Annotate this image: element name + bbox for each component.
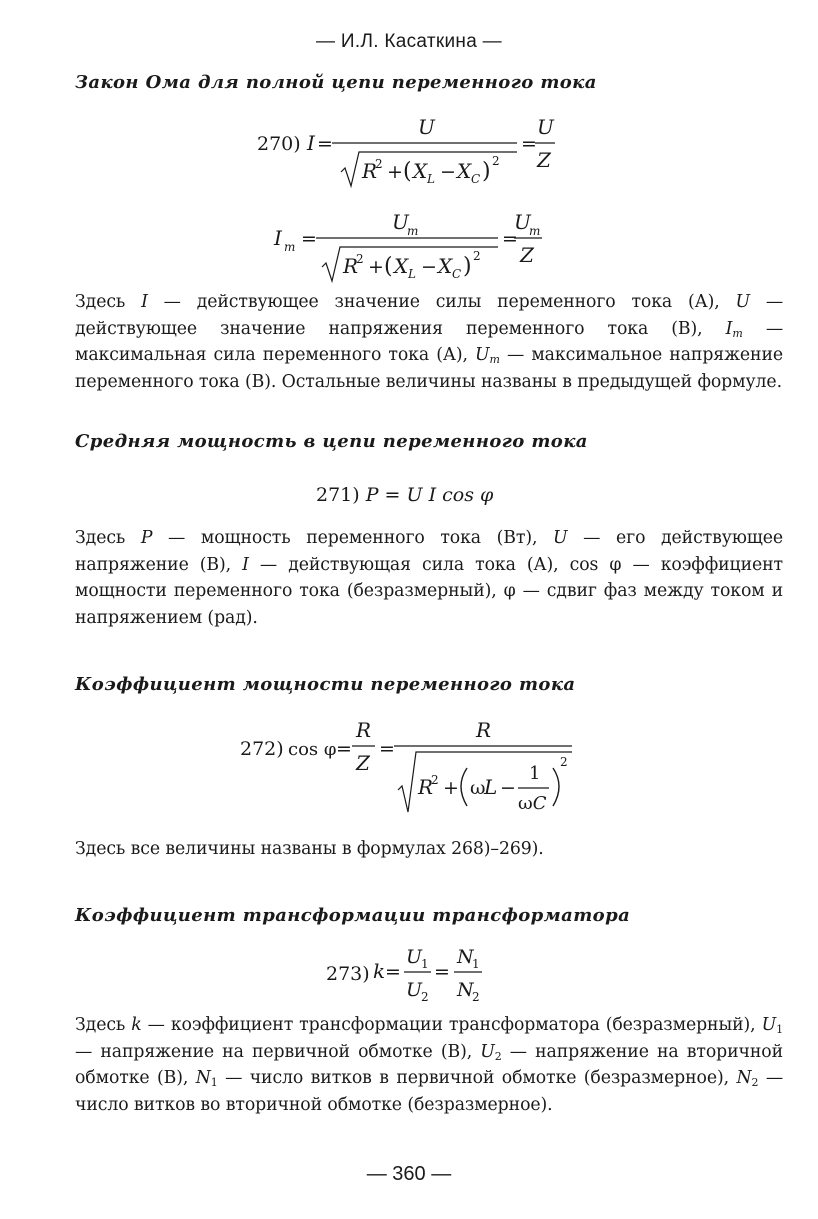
formula-symbol: Z (520, 243, 534, 267)
formula-symbol: X (438, 254, 453, 278)
formula-symbol: X (413, 159, 428, 183)
formula-number: 272) (240, 738, 284, 760)
variable-subscript: m (732, 326, 743, 340)
variable-symbol: U (475, 345, 490, 365)
variable-symbol: I (141, 292, 148, 312)
formula-symbol: = (434, 961, 450, 983)
formula-symbol: 2 (356, 252, 364, 266)
formula-symbol: ( (384, 254, 393, 279)
formula-271 (316, 484, 493, 506)
formula-symbol: L (484, 775, 498, 799)
variable-subscript: m (489, 353, 500, 366)
page-header: — И.Л. Касаткина — (316, 31, 502, 52)
formula-symbol: 2 (375, 157, 383, 171)
formula-symbol: + (387, 161, 403, 183)
formula-symbol: C (452, 267, 462, 281)
variable-subscript: 1 (210, 1076, 218, 1089)
formula-symbol: ωC (518, 793, 547, 814)
formula-symbol: = (521, 133, 537, 155)
formula-symbol: 2 (560, 755, 568, 769)
formula-symbol: L (427, 172, 435, 186)
page-number: — 360 — (366, 1163, 452, 1185)
variable-symbol: P (140, 528, 153, 548)
formula-symbol: = (385, 961, 401, 983)
formula-symbol: X (457, 159, 472, 183)
variable-symbol: U (553, 528, 568, 548)
formula-symbol: ) (482, 159, 491, 184)
formula-symbol: 1 (472, 957, 480, 971)
variable-symbol: U (761, 1015, 777, 1035)
variable-symbol: N (736, 1068, 752, 1088)
paragraph-ohm: Здесь I — действующее значение силы переменного тока (А), U — действующее значение напряжения переменного тока (В), $I_m$ — максимальная сила переменного тока (А), $U_m$ — максимальное напряжение переменного тока (В). Остальные величины названы в предыдущей формуле. (75, 292, 783, 392)
formula-symbol: ( (403, 159, 412, 184)
formula-symbol: R (418, 775, 434, 799)
formula-symbol: 2 (421, 990, 429, 1004)
formula-symbol: U (406, 979, 423, 1001)
formula-symbol: R (362, 159, 378, 183)
formula-symbol: R (356, 718, 372, 742)
variable-symbol: I (242, 554, 249, 575)
section-title-power: Средняя мощность в цепи переменного тока (75, 431, 588, 452)
variable-symbol: k (131, 1015, 142, 1035)
formula-symbol: = (379, 738, 395, 760)
paragraph-transformer: Здесь k — коэффициент трансформации трансформатора (безразмерный), $U_1$ — напряжение на первичной обмотке (В), $U_2$ — напряжение на вторичной обмотке (В), $N_1$ — число витков в первичной обмотке (безразмерное), $N_2$ — число витков во вторичной обмотке (безразмерное). (75, 1015, 784, 1115)
variable-symbol: I (725, 318, 733, 339)
variable-subscript: 2 (494, 1049, 502, 1063)
section-title-ohm: Закон Ома для полной цепи переменного тока (75, 72, 597, 93)
formula-number: 273) (326, 963, 370, 985)
formula-symbol: = (301, 228, 317, 250)
formula-symbol: R (343, 254, 359, 278)
formula-symbol: 2 (473, 249, 481, 263)
formula-270-max (272, 205, 572, 285)
formula-273 (324, 940, 504, 1010)
formula-symbol: + (368, 256, 384, 278)
variable-symbol: U (480, 1041, 495, 1062)
formula-symbol: U (406, 946, 423, 968)
formula-symbol: Z (537, 148, 551, 172)
formula-symbol: m (407, 224, 419, 238)
formula-symbol: m (284, 240, 296, 254)
formula-symbol: L (408, 267, 416, 281)
formula-270 (255, 112, 575, 192)
formula-symbol: 2 (472, 990, 480, 1004)
formula-symbol: C (471, 172, 481, 186)
formula-symbol: = (317, 133, 333, 155)
variable-subscript: 1 (776, 1023, 783, 1036)
variable-subscript: 2 (751, 1076, 759, 1089)
formula-symbol: U (392, 210, 409, 234)
formula-symbol: X (394, 254, 409, 278)
formula-symbol: ω (470, 777, 486, 799)
formula-symbol: k (373, 959, 386, 983)
formula-symbol: 2 (431, 773, 439, 787)
formula-symbol: − (500, 777, 516, 799)
formula-symbol: = (336, 738, 352, 760)
formula-symbol: N (457, 979, 474, 1001)
formula-number: 270) (257, 133, 301, 155)
formula-symbol: cos φ (288, 739, 337, 760)
formula-symbol: ) (463, 254, 472, 279)
formula-symbol: U (418, 115, 435, 139)
formula-272 (238, 712, 588, 822)
formula-symbol: R (476, 718, 492, 742)
section-title-power-factor: Коэффициент мощности переменного тока (75, 674, 576, 695)
formula-symbol: − (440, 161, 456, 183)
formula-symbol: I (274, 226, 282, 250)
formula-number: 271) (316, 484, 360, 506)
formula-symbol: m (529, 224, 541, 238)
formula-symbol: U (537, 115, 554, 139)
variable-symbol: N (195, 1068, 211, 1088)
formula-symbol: 2 (492, 154, 500, 168)
formula-symbol: 1 (421, 957, 429, 971)
formula-expression: P = U I cos φ (365, 484, 494, 506)
formula-symbol: = (502, 228, 518, 250)
formula-symbol: I (307, 131, 315, 155)
variable-symbol: U (735, 292, 750, 312)
section-title-transformer: Коэффициент трансформации трансформатора (75, 905, 631, 926)
formula-symbol: 1 (529, 763, 541, 784)
formula-symbol: − (421, 256, 437, 278)
paragraph-power: Здесь P — мощность переменного тока (Вт), U — его действующее напряжение (В), I — действующая сила тока (А), cos φ — коэффициент мощности переменного тока (безразмерный), φ — сдвиг фаз между током и напряжением (рад). (75, 528, 783, 628)
formula-symbol: U (514, 210, 531, 234)
formula-symbol: + (443, 777, 459, 799)
paragraph-power-factor: Здесь все величины названы в формулах 268)–269). (75, 839, 544, 859)
formula-symbol: Z (356, 751, 370, 775)
formula-symbol: N (457, 946, 474, 968)
